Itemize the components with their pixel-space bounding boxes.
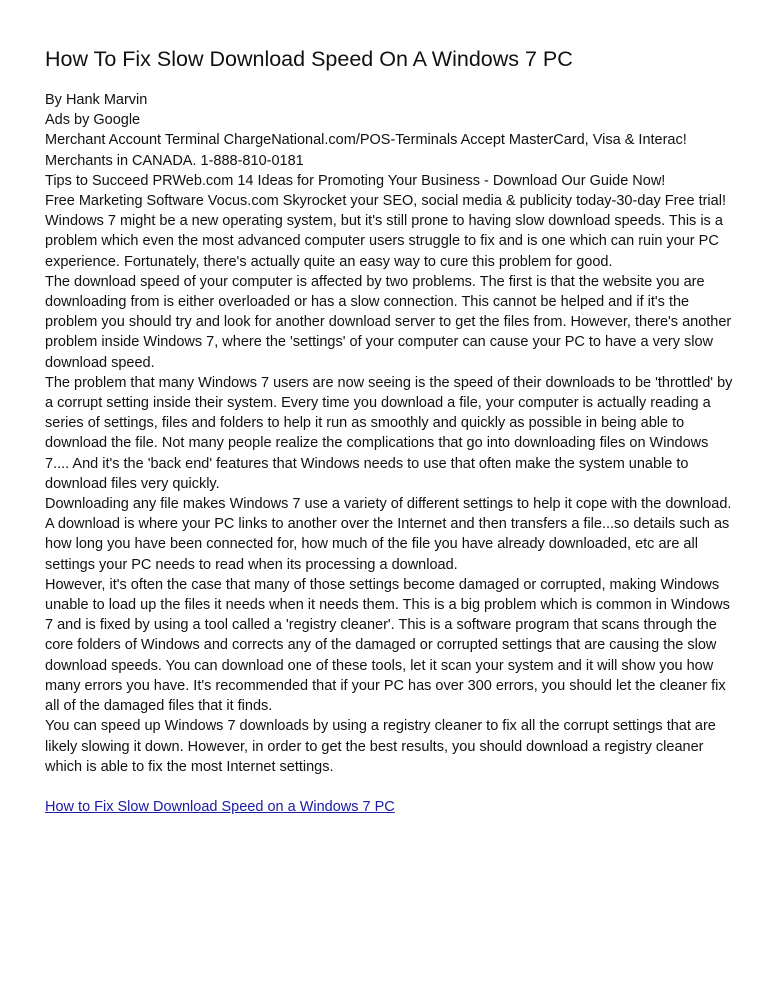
ad-item: Merchant Account Terminal ChargeNational.com/POS-Terminals Accept MasterCard, Visa & Interac! Merchants in CANADA. 1-888-810-0181	[45, 132, 687, 169]
ad-item: Tips to Succeed PRWeb.com 14 Ideas for Promoting Your Business - Download Our Guide Now!	[45, 172, 666, 189]
paragraph: The download speed of your computer is affected by two problems. The first is that the website you are downloading from is either overloaded or has a slow connection. This cannot be helped and if it's the problem you should try and look for another download server to get the files from. However, there's another problem inside Windows 7, where the 'settings' of your computer can cause your PC to have a very slow download speed.	[45, 273, 732, 371]
paragraph: Downloading any file makes Windows 7 use a variety of different settings to help it cope with the download. A download is where your PC links to another over the Internet and then transfers a file...so details such as how long you have been connected for, how much of the file you have already downloaded, etc are all settings your PC needs to read when its processing a download.	[45, 496, 732, 573]
paragraph: However, it's often the case that many of those settings become damaged or corrupted, making Windows unable to load up the files it needs when it needs them. This is a big problem which is common in Windows 7 and is fixed by using a tool called a 'registry cleaner'. This is a software program that scans through the core folders of Windows and corrects any of the damaged or corrupted settings that are causing the slow download speeds. You can download one of these tools, let it scan your system and it will show you how many errors you have. It's recommended that if your PC has over 300 errors, you should let the cleaner fix all of the damaged files that it finds.	[45, 576, 730, 715]
page-title: How To Fix Slow Download Speed On A Windows 7 PC	[45, 47, 573, 71]
ads-label: Ads by Google	[45, 112, 141, 129]
paragraph: You can speed up Windows 7 downloads by using a registry cleaner to fix all the corrupt settings that are likely slowing it down. However, in order to get the best results, you should download a registry cleaner which is able to fix the most Internet settings.	[45, 718, 716, 775]
paragraph: The problem that many Windows 7 users are now seeing is the speed of their downloads to be 'throttled' by a corrupt setting inside their system. Every time you download a file, your computer is actually reading a series of settings, files and folders to help it run as smoothly and quickly as possible in being able to download the file. Not many people realize the complications that go into downloading files on Windows 7.... And it's the 'back end' features that Windows needs to use that often make the system unable to download files very quickly.	[45, 374, 733, 492]
article-link[interactable]: How to Fix Slow Download Speed on a Windows 7 PC	[45, 798, 395, 815]
link-container	[45, 797, 735, 817]
author-line: By Hank Marvin	[45, 92, 148, 108]
ad-item: Free Marketing Software Vocus.com Skyrocket your SEO, social media & publicity today-30-day Free trial!	[45, 193, 726, 210]
document-page	[45, 44, 735, 817]
paragraph: Windows 7 might be a new operating system, but it's still prone to having slow download speeds. This is a problem which even the most advanced computer users struggle to fix and is one which can ruin your PC experience. Fortunately, there's actually quite an easy way to cure this problem for good.	[45, 213, 723, 270]
